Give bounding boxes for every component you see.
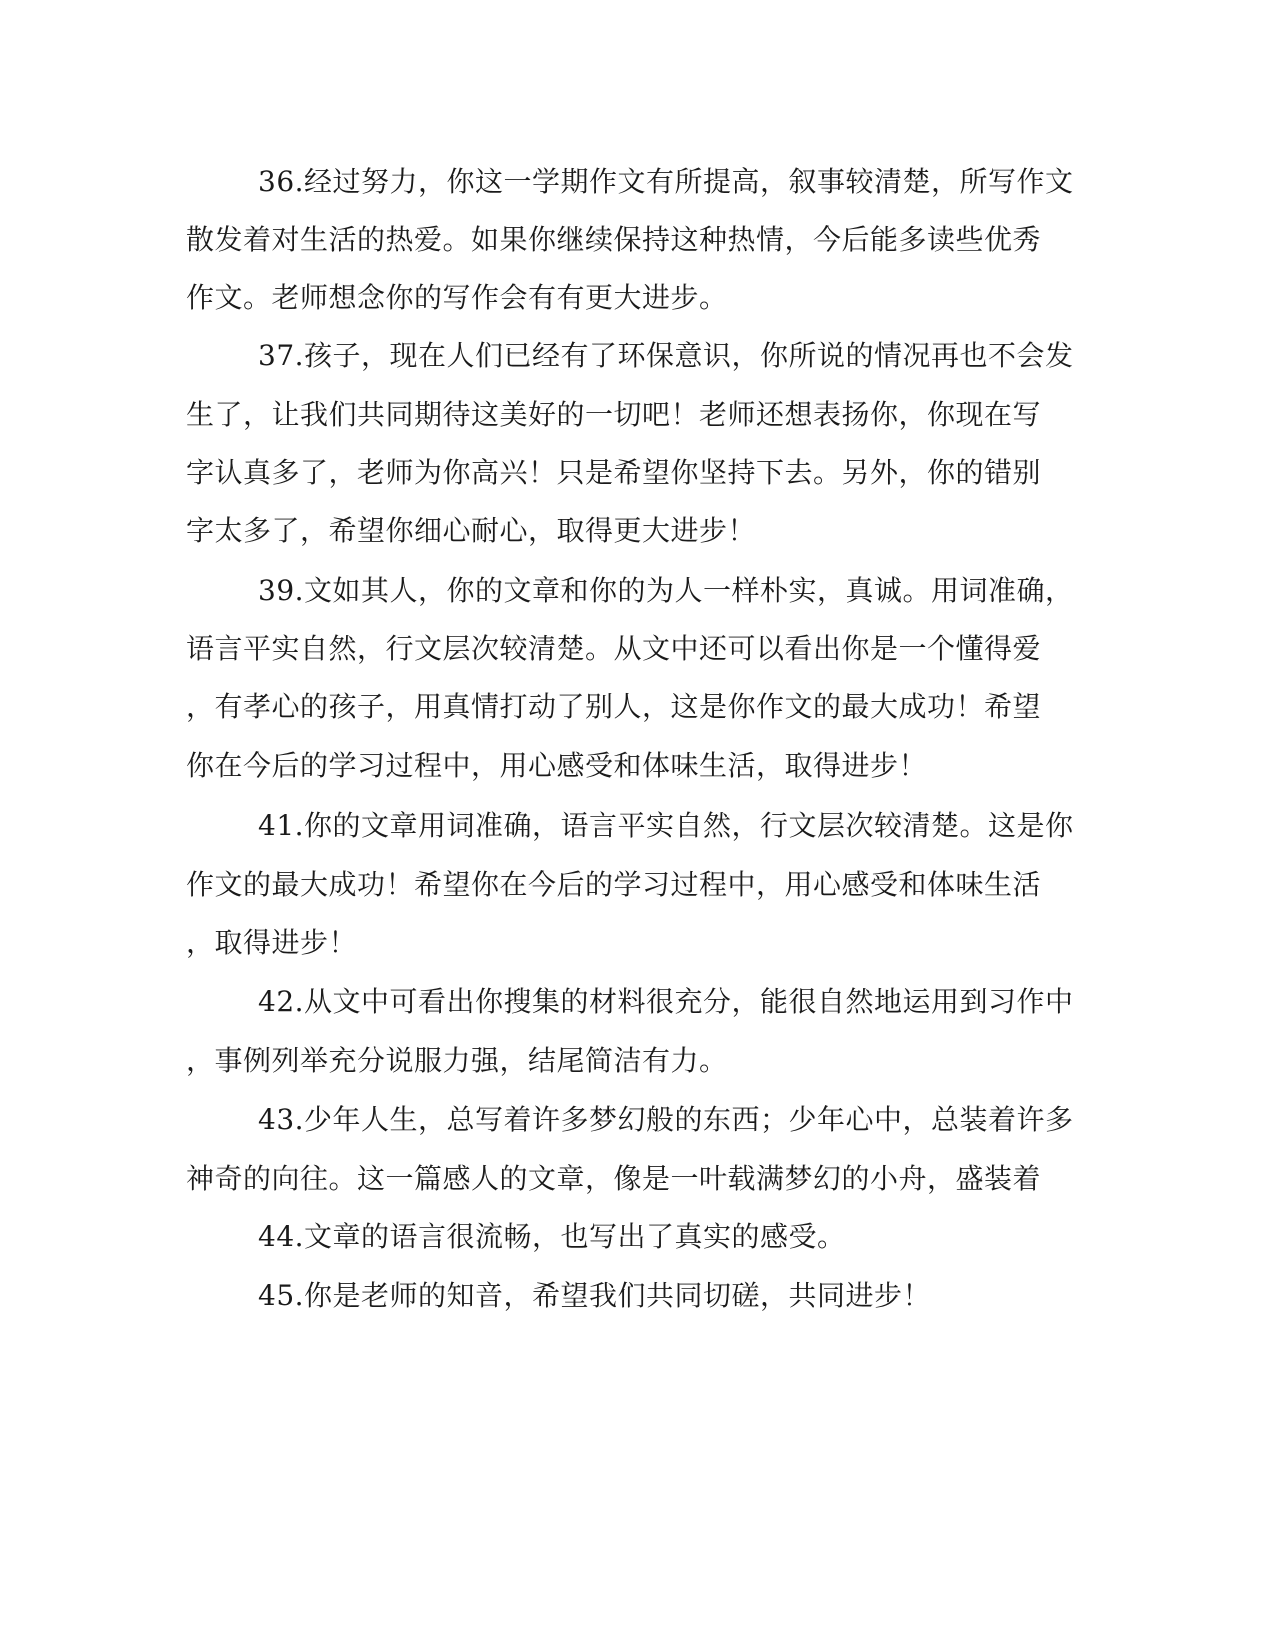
paragraph-39-line-4: 你在今后的学习过程中，用心感受和体味生活，取得进步！ <box>186 749 928 782</box>
paragraph-41-line-1: 41.你的文章用词准确，语言平实自然，行文层次较清楚。这是你 <box>258 809 1074 842</box>
paragraph-43-line-1: 43.少年人生，总写着许多梦幻般的东西；少年心中，总装着许多 <box>258 1103 1074 1136</box>
paragraph-37-line-3: 字认真多了，老师为你高兴！只是希望你坚持下去。另外，你的错别 <box>186 456 1042 489</box>
paragraph-36-line-3: 作文。老师想念你的写作会有有更大进步。 <box>186 281 728 314</box>
paragraph-37-line-1: 37.孩子，现在人们已经有了环保意识，你所说的情况再也不会发 <box>258 339 1074 372</box>
paragraph-36-line-1: 36.经过努力，你这一学期作文有所提高，叙事较清楚，所写作文 <box>258 165 1074 198</box>
paragraph-37-line-2: 生了，让我们共同期待这美好的一切吧！老师还想表扬你，你现在写 <box>186 398 1042 431</box>
paragraph-44-line-1: 44.文章的语言很流畅，也写出了真实的感受。 <box>258 1220 846 1253</box>
paragraph-39-line-1: 39.文如其人，你的文章和你的为人一样朴实，真诚。用词准确， <box>258 574 1074 607</box>
paragraph-42-line-1: 42.从文中可看出你搜集的材料很充分，能很自然地运用到习作中 <box>258 985 1074 1018</box>
paragraph-41-line-2: 作文的最大成功！希望你在今后的学习过程中，用心感受和体味生活 <box>186 868 1042 901</box>
paragraph-42-line-2: ，事例列举充分说服力强，结尾简洁有力。 <box>186 1044 728 1077</box>
paragraph-36-line-2: 散发着对生活的热爱。如果你继续保持这种热情，今后能多读些优秀 <box>186 223 1042 256</box>
paragraph-37-line-4: 字太多了，希望你细心耐心，取得更大进步！ <box>186 514 757 547</box>
paragraph-39-line-3: ，有孝心的孩子，用真情打动了别人，这是你作文的最大成功！希望 <box>186 690 1042 723</box>
paragraph-41-line-3: ，取得进步！ <box>186 926 358 959</box>
paragraph-39-line-2: 语言平实自然，行文层次较清楚。从文中还可以看出你是一个懂得爱 <box>186 632 1042 665</box>
paragraph-43-line-2: 神奇的向往。这一篇感人的文章，像是一叶载满梦幻的小舟，盛装着 <box>186 1162 1042 1195</box>
paragraph-45-line-1: 45.你是老师的知音，希望我们共同切磋，共同进步！ <box>258 1279 932 1312</box>
